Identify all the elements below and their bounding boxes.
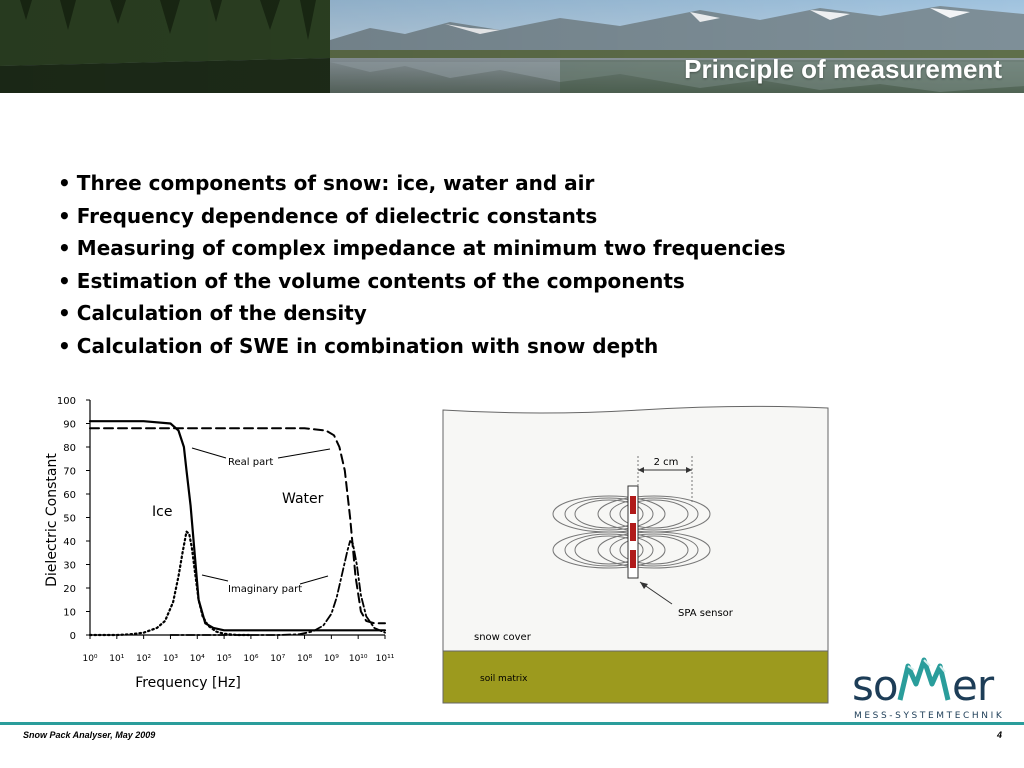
bullet-item <box>58 200 786 233</box>
real-part-leader-right <box>278 449 330 458</box>
y-tick-label: 70 <box>63 466 76 478</box>
bullet-text: Three components of snow: ice, water and air <box>76 171 595 195</box>
annotation-water: Water <box>282 491 324 507</box>
bullet-text: Estimation of the volume contents of the components <box>76 268 685 293</box>
bullet-text: Calculation of SWE in combination with snow depth <box>76 333 659 358</box>
bullet-item <box>58 265 786 298</box>
x-tick-label: 10⁹ <box>323 654 339 664</box>
series-ice-imaginary <box>90 532 251 635</box>
dielectric-chart-svg <box>30 385 400 695</box>
y-axis-label: Dielectric Constant <box>44 453 60 587</box>
y-tick-label: 60 <box>63 490 76 501</box>
x-tick-label: 10¹ <box>109 654 125 664</box>
bullet-text: Measuring of complex impedance at minimum two frequencies <box>76 236 786 261</box>
y-tick-label: 50 <box>63 513 76 525</box>
bullet-item <box>58 167 786 200</box>
page-number: 4 <box>996 730 1002 740</box>
imaginary-part-leader-left <box>202 575 228 581</box>
bullet-symbol: • <box>58 301 71 326</box>
annotation-imaginary-part: Imaginary part <box>228 584 303 595</box>
sensor-electrode <box>630 496 636 514</box>
y-tick-label: 40 <box>63 537 76 548</box>
bullet-list <box>58 167 786 363</box>
real-part-leader-left <box>192 448 226 458</box>
y-tick-label: 30 <box>63 560 76 572</box>
y-tick-label: 10 <box>63 607 76 619</box>
y-tick-label: 20 <box>63 584 76 595</box>
sommer-logo <box>848 652 1018 726</box>
dielectric-chart <box>30 385 400 699</box>
svg-text:er: er <box>952 661 994 710</box>
x-tick-label: 10¹⁰ <box>348 654 368 664</box>
bullet-symbol: • <box>58 268 71 293</box>
slide-title: Principle of measurement <box>684 54 1002 84</box>
bullet-symbol: • <box>58 203 71 228</box>
sensor-diagram-svg <box>440 404 832 706</box>
y-tick-label: 0 <box>69 631 76 642</box>
y-tick-label: 100 <box>56 396 76 407</box>
x-tick-label: 10⁰ <box>82 654 98 664</box>
bullet-symbol: • <box>58 236 71 261</box>
sensor-diagram <box>440 404 832 710</box>
bullet-text: Frequency dependence of dielectric constants <box>76 203 598 228</box>
x-tick-label: 10³ <box>162 654 178 664</box>
x-tick-label: 10² <box>136 654 152 664</box>
sommer-logo-image <box>848 652 1018 722</box>
annotation-ice: Ice <box>152 504 173 520</box>
sensor-electrode <box>630 550 636 568</box>
x-tick-label: 10⁵ <box>216 654 232 664</box>
y-tick-label: 90 <box>63 419 76 431</box>
bullet-symbol: • <box>58 171 71 195</box>
x-tick-label: 10⁴ <box>189 654 205 664</box>
dimension-label: 2 cm <box>653 457 679 468</box>
series-ice-real <box>90 421 385 630</box>
x-tick-label: 10⁷ <box>270 654 286 664</box>
soil-matrix-label: soil matrix <box>480 674 528 684</box>
x-tick-label: 10¹¹ <box>375 654 395 664</box>
footer-title: Snow Pack Analyser, May 2009 <box>23 730 156 740</box>
bullet-item <box>58 232 786 265</box>
x-tick-label: 10⁸ <box>297 654 313 664</box>
sensor-electrode <box>630 523 636 541</box>
snow-cover-label: snow cover <box>474 632 531 643</box>
y-tick-label: 80 <box>63 443 76 454</box>
bullet-symbol: • <box>58 333 71 358</box>
footer-rule <box>0 722 1024 725</box>
x-axis-label: Frequency [Hz] <box>135 675 241 691</box>
sensor-label: SPA sensor <box>678 608 733 619</box>
bullet-text: Calculation of the density <box>76 301 367 326</box>
bullet-item <box>58 330 786 363</box>
svg-text:so: so <box>852 661 898 710</box>
imaginary-part-leader-right <box>300 576 328 584</box>
annotation-real-part: Real part <box>228 457 274 468</box>
bullet-item <box>58 297 786 330</box>
x-tick-label: 10⁶ <box>243 654 259 664</box>
svg-text:MESS-SYSTEMTECHNIK: MESS-SYSTEMTECHNIK <box>854 711 1005 721</box>
